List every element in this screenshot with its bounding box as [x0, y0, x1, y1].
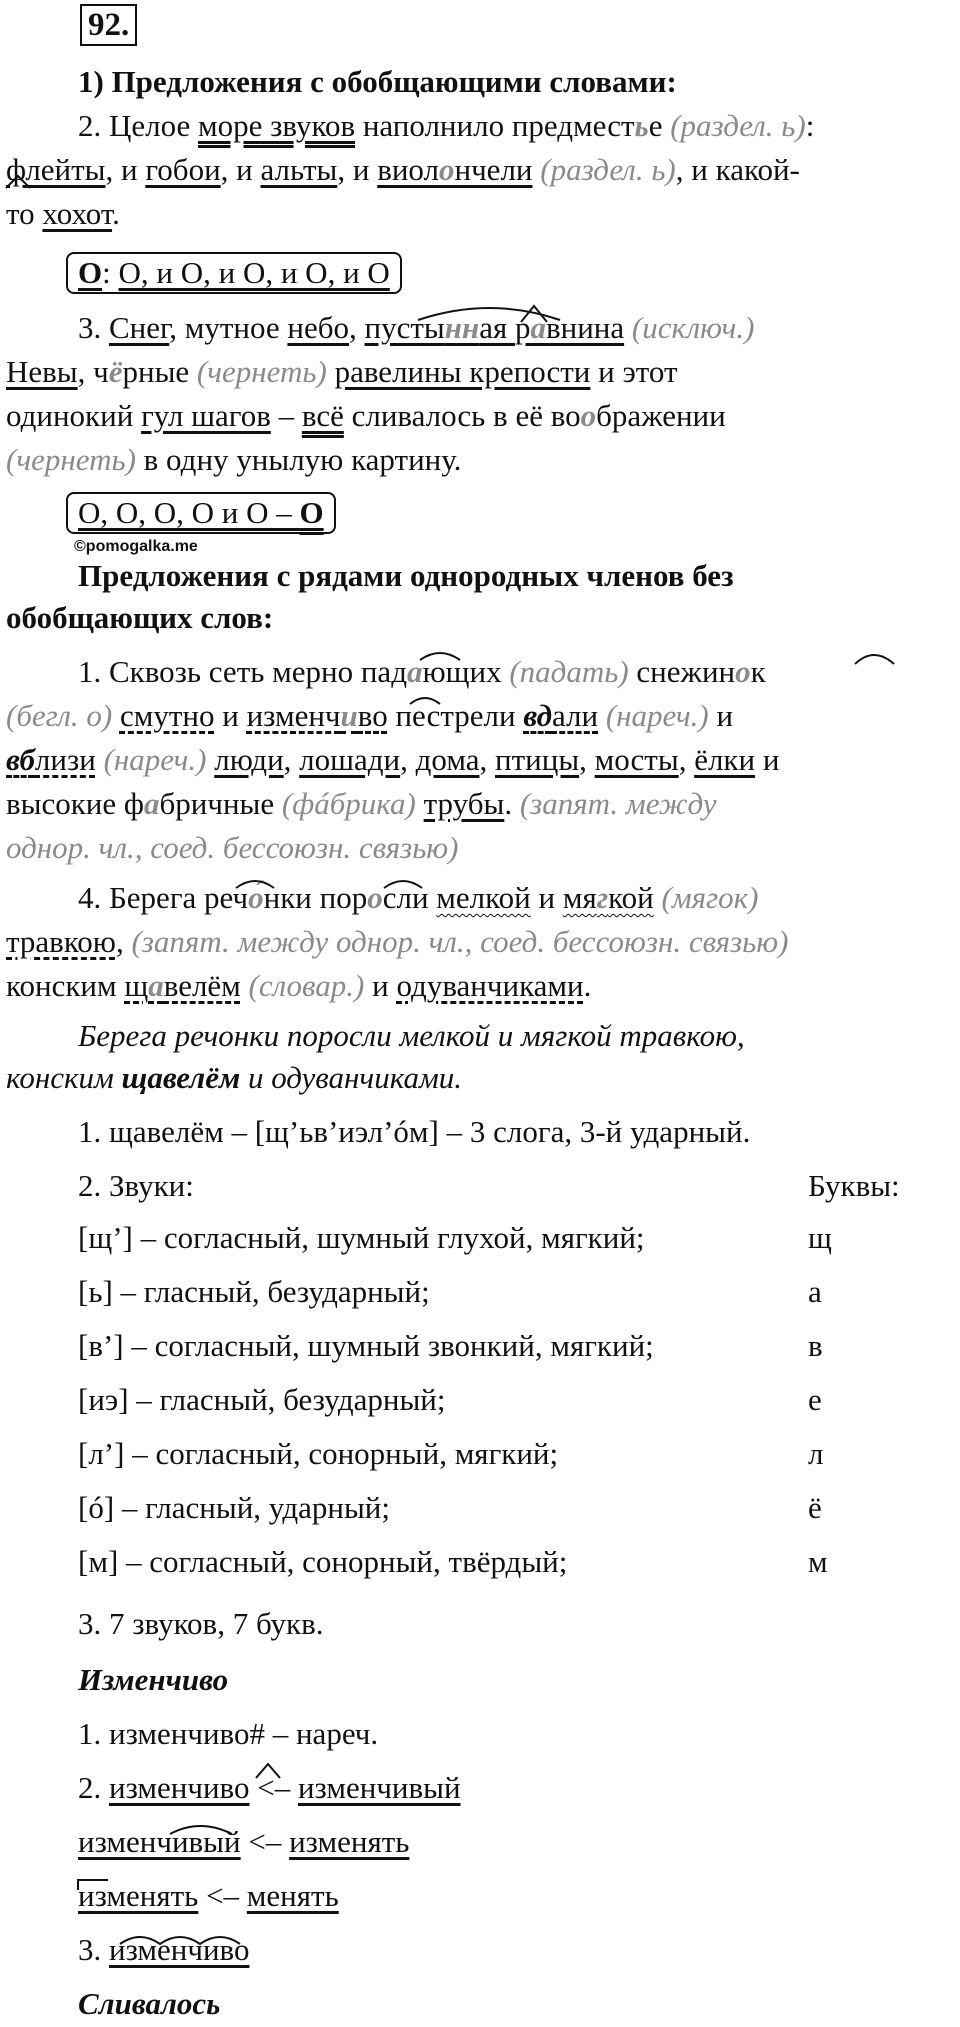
paragraph-1-line-1: 1. Сквозь сеть мерно падающих (падать) снежинок: [78, 654, 766, 689]
sentence-3-line-3: одинокий гул шагов – всё сливалось в её воображении: [6, 398, 726, 433]
sound-row: [м] – согласный, сонорный, твёрдый;: [78, 1544, 568, 1579]
morph-step-5: 3. изменчиво: [78, 1932, 250, 1967]
sound-row: [ó] – гласный, ударный;: [78, 1490, 390, 1525]
quote-line-2: конским щавелём и одуванчиками.: [6, 1060, 462, 1095]
morph-step-4: изменять <– менять: [78, 1878, 339, 1913]
letter-cell: л: [808, 1436, 824, 1471]
sound-row: [в’] – согласный, шумный звонкий, мягкий;: [78, 1328, 654, 1363]
paragraph-4-line-1: 4. Берега речо́нки поросли мелкой и мягкой (мягок): [78, 880, 759, 915]
morph-step-1: 1. изменчиво# – нареч.: [78, 1716, 379, 1751]
paragraph-1-line-4: высокие фабричные (фáбрика) трубы. (запят. между: [6, 786, 717, 821]
sentence-3-line-4: (чернеть) в одну унылую картину.: [6, 442, 462, 477]
sounds-header: 2. Звуки:: [78, 1168, 194, 1203]
scheme-1: О: О, и О, и О, и О, и О: [66, 252, 402, 294]
section-heading-homogeneous-1: Предложения с рядами однородных членов без: [78, 558, 734, 593]
sound-row: [щ’] – согласный, шумный глухой, мягкий;: [78, 1220, 645, 1255]
morph-step-3: изменчивый <– изменять: [78, 1824, 410, 1859]
section-heading-homogeneous-2: обобщающих слов:: [6, 600, 274, 635]
letter-cell: в: [808, 1328, 823, 1363]
paragraph-1-line-3: вблизи (нареч.) люди, лошади, дома, птицы, мосты, ёлки и: [6, 742, 780, 777]
next-word-title: Сливалось: [78, 1986, 221, 2021]
morph-step-2: 2. изменчиво <– изменчивый: [78, 1770, 461, 1805]
sentence-2-line-2: флейты, и гобои, и альты, и виолончели (раздел. ь), и какой-: [6, 152, 800, 187]
letter-cell: а: [808, 1274, 822, 1309]
sentence-3-line-2: Невы, чёрные (чернеть) равелины крепости и этот: [6, 354, 678, 389]
paragraph-4-line-3: конским щавелём (словар.) и одуванчиками.: [6, 968, 592, 1003]
letter-cell: щ: [808, 1220, 832, 1255]
phonetic-transcription: 1. щавелём – [щ’ьв’иэл’óм] – 3 слога, 3-й ударный.: [78, 1114, 751, 1149]
sentence-2-line-3: то хохот.: [6, 196, 120, 231]
section-heading-generalizing: 1) Предложения с обобщающими словами:: [78, 64, 677, 99]
sound-row: [иэ] – гласный, безударный;: [78, 1382, 446, 1417]
paragraph-1-line-5: однор. чл., соед. бессоюзн. связью): [6, 830, 459, 865]
scheme-2: О, О, О, О и О – О: [66, 492, 336, 534]
letter-cell: е: [808, 1382, 822, 1417]
letter-cell: м: [808, 1544, 828, 1579]
quote-line-1: Берега речонки поросли мелкой и мягкой травкою,: [78, 1018, 745, 1053]
watermark: ©pomogalka.me: [74, 538, 198, 555]
root-arc-mark: [855, 655, 894, 664]
letters-header: Буквы:: [808, 1168, 900, 1203]
morph-title: Изменчиво: [78, 1662, 229, 1697]
sentence-2-line-1: 2. Целое море звуков наполнило предместье (раздел. ь):: [78, 108, 815, 143]
sound-row: [л’] – согласный, сонорный, мягкий;: [78, 1436, 559, 1471]
sentence-3-line-1: 3. Снег, мутное небо, пустынная равнина (исключ.): [78, 310, 755, 345]
paragraph-4-line-2: травкою, (запят. между однор. чл., соед. бессоюзн. связью): [6, 924, 789, 959]
sound-letter-count: 3. 7 звуков, 7 букв.: [78, 1606, 324, 1641]
letter-cell: ё: [808, 1490, 822, 1525]
sound-row: [ь] – гласный, безударный;: [78, 1274, 430, 1309]
exercise-number: 92.: [80, 4, 137, 46]
paragraph-1-line-2: (бегл. о) смутно и изменчиво пестрели вдали (нареч.) и: [6, 698, 734, 733]
